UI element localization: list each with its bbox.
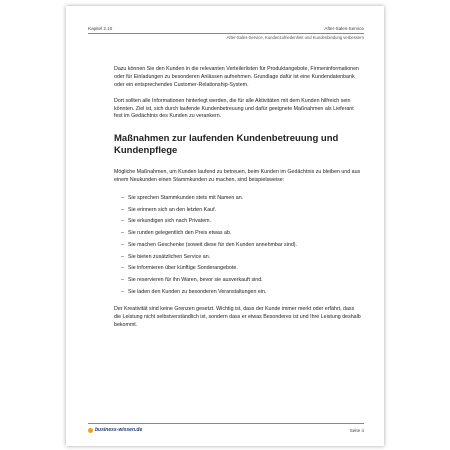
measures-list — [114, 193, 362, 298]
bullet-dash: – — [121, 253, 124, 260]
bullet-dash: – — [121, 276, 124, 283]
page-number: Seite 4 — [349, 428, 364, 433]
document-page — [66, 6, 384, 446]
header-subtitle: After-Sales-Service, Kundenzufriedenheit und Kundenbindung verbessern — [226, 35, 364, 40]
page-content — [114, 66, 362, 338]
paragraph-2: Dort sollten alle Informationen hinterlegt werden, die für alle Aktivitäten mit dem Kunden hilfreich sein könnten. Ziel ist, sich durch laufende Kundenbetreuung und dafür geeignete Maßnahmen als Lieferant fest im Gedächtnis des Kunden zu verankern. — [114, 97, 354, 120]
footer-logo — [88, 427, 142, 433]
closing-paragraph: Der Kreativität sind keine Grenzen gesetzt. Wichtig ist, dass der Kunde immer merkt oder erfährt, dass die Leistung nicht selbstverständlich ist, sondern dass er etwas Besonderes ist und Ihre Leistung deshalb bekommt. — [114, 306, 361, 329]
logo-dot-icon — [88, 428, 93, 433]
header-chapter: Kapitel 2.10 — [88, 26, 113, 31]
bullet-dash: – — [121, 206, 124, 213]
bullet-dash: – — [121, 218, 124, 225]
list-item: – Sie bieten zusätzlichen Service an. — [114, 252, 362, 264]
list-item: – Sie erinnern sich an den letzten Kauf. — [114, 205, 362, 217]
bullet-dash: – — [121, 288, 124, 295]
list-item: – Sie laden den Kunden zu besonderen Veranstaltungen ein. — [114, 287, 362, 299]
paragraph-1: Dazu können Sie den Kunden in die relevanten Verteilerlisten für Produktangebote, Firmeninformationen oder für Einladungen zu besonderen Anlässen aufnehmen. Grundlage dafür ist eine Kundendatenbank oder ein entsprechendes Customer-Relationship-System. — [114, 66, 359, 88]
list-item: – Sie reservieren für ihn Waren, bevor sie ausverkauft sind. — [114, 275, 362, 287]
bullet-dash: – — [121, 241, 124, 248]
list-intro: Mögliche Maßnahmen, um Kunden laufend zu betreuen, beim Kunden im Gedächtnis zu bleiben und aus einem Neukunden einen Stammkunden zu machen, sind beispielsweise: — [114, 169, 361, 184]
list-item: – Sie informieren über künftige Sonderangebote. — [114, 263, 362, 275]
bullet-dash: – — [121, 265, 124, 272]
list-item: – Sie erkundigen sich nach Privatem. — [114, 216, 362, 228]
list-item: – Sie runden gelegentlich den Preis etwas ab. — [114, 228, 362, 240]
list-item: – Sie sprechen Stammkunden stets mit Namen an. — [114, 193, 362, 205]
logo-text: business-wissen.de — [95, 427, 143, 433]
header-divider — [88, 33, 364, 34]
bullet-dash: – — [121, 195, 124, 202]
section-heading: Maßnahmen zur laufenden Kundenbetreuung und Kundenpflege — [114, 133, 339, 157]
header-section: After-Sales-Service — [324, 26, 364, 31]
bullet-dash: – — [121, 230, 124, 237]
footer-divider — [88, 423, 364, 424]
list-item: – Sie machen Geschenke (soweit diese für den Kunden annehmbar sind). — [114, 240, 362, 252]
